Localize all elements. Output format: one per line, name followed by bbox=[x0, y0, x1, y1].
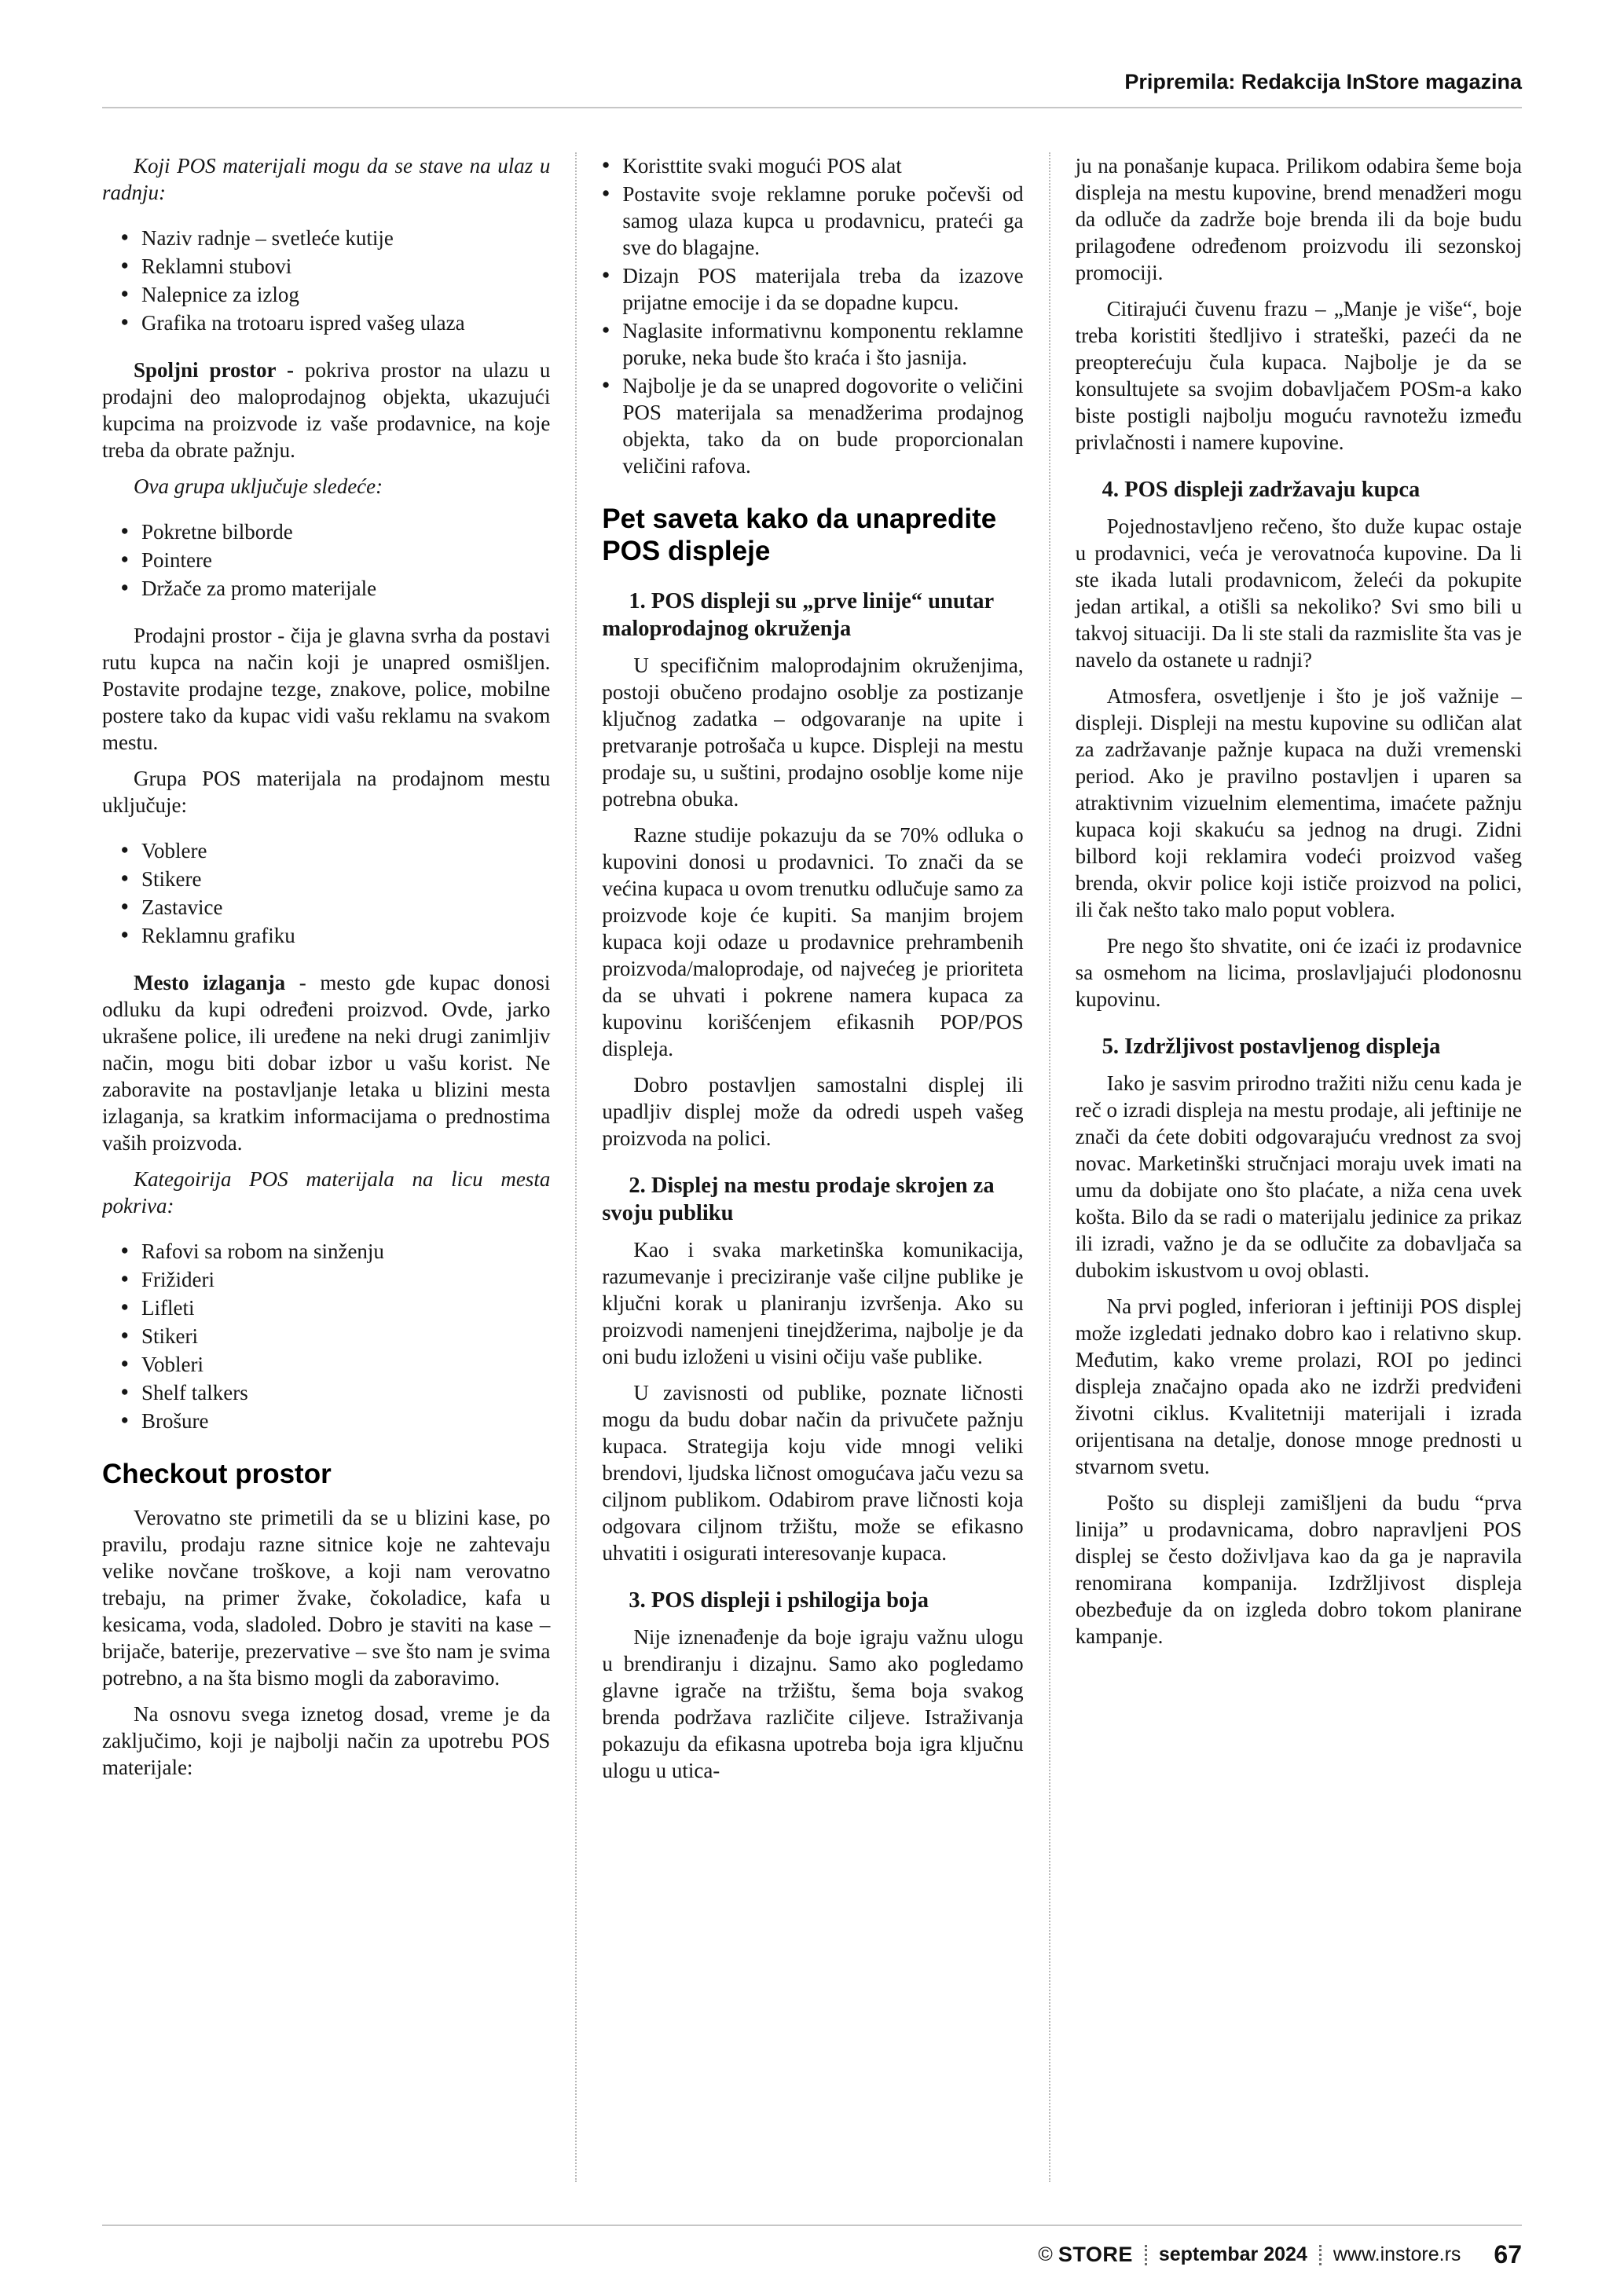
paragraph: Na osnovu svega iznetog dosad, vreme je da zaključimo, koji je najbolji način za upotrebu POS materijale: bbox=[102, 1702, 551, 1779]
bullet-icon: • bbox=[121, 1352, 129, 1375]
bullet-item bbox=[602, 262, 1023, 316]
paragraph: Prodajni prostor - čija je glavna svrha da postavi rutu kupca na način koji je unapred osmišljen. Postavite prodajne tezge, znakove, police, mobilne postere tako da kupac vidi vašu reklamu na svakom mestu. bbox=[102, 624, 551, 754]
bullet-item bbox=[121, 1323, 550, 1349]
bullet-item bbox=[121, 1408, 550, 1434]
bullet-text: Reklamni stubovi bbox=[141, 255, 292, 278]
bullet-item bbox=[121, 1379, 550, 1406]
bullet-text: Vobleri bbox=[141, 1353, 203, 1376]
paragraph: Razne studije pokazuju da se 70% odluka o kupovini donosi u prodavnici. To znači da se većina kupaca u ovom trenutku odlučuje samo za proizvode koje će kupiti. Sa manjim brojem kupaca koji odaze u prodavnice prehrambenih proizvoda/maloprodaje, od najvećeg je prioriteta da se uhvati i pokrene namera kupaca za kupovinu korišćenjem efikasnih POP/POS displeja. bbox=[602, 823, 1024, 1060]
paragraph: Spoljni prostor - pokriva prostor na ulazu u prodajni deo maloprodajnog objekta, ukazujući kupcima na proizvode iz vaše prodavnice, na koje treba da obrate pažnju. bbox=[102, 358, 551, 462]
bullet-item bbox=[121, 894, 550, 921]
paragraph: Iako je sasvim prirodno tražiti nižu cenu kada je reč o izradi displeja na mestu prodaje, ali jeftinije ne znači da ćete dobiti odgovarajuću vrednost za svoj novac. Marketinški stručnjaci moraju uvek imati na umu da dobijate ono što plaćate, a niža cena uvek košta. Bilo da se radi o materijalu jedinice za prikaz ili izradi, važno je da se odlučite za dobavljača sa dubokim iskustvom u ovoj oblasti. bbox=[1075, 1071, 1522, 1282]
paragraph: ju na ponašanje kupaca. Prilikom odabira šeme boja displeja na mestu kupovine, brend menadžeri mogu da odluče da zadrže boje brenda ili da boje budu prilagođene određenom proizvodu ili sezonskoj promociji. bbox=[1075, 154, 1522, 284]
bullet-list bbox=[102, 1238, 550, 1434]
credit-line: Pripremila: Redakcija InStore magazina bbox=[1124, 70, 1522, 93]
bullet-item bbox=[121, 547, 550, 573]
numbered-subheading: 3. POS displeji i pshilogija boja bbox=[629, 1588, 929, 1613]
intro-paragraph: Ova grupa uključuje sledeće: bbox=[134, 474, 383, 498]
bullet-item bbox=[121, 225, 550, 251]
footer-separator-icon bbox=[1145, 2245, 1147, 2265]
section-heading: Checkout prostor bbox=[102, 1459, 332, 1489]
bullet-icon: • bbox=[121, 254, 129, 277]
paragraph: Pre nego što shvatite, oni će izaći iz prodavnice sa osmehom na licima, proslavljajući plodonosnu kupovinu. bbox=[1075, 934, 1522, 1011]
paragraph-lead: Spoljni prostor - bbox=[134, 358, 305, 382]
bullet-text: Lifleti bbox=[141, 1296, 195, 1320]
bullet-text: Stikeri bbox=[141, 1324, 198, 1348]
numbered-subheading: 4. POS displeji zadržavaju kupca bbox=[1102, 478, 1421, 502]
bullet-text: Koristtite svaki mogući POS alat bbox=[622, 154, 902, 178]
bullet-text: Naglasite informativnu komponentu reklamne poruke, neka bude što kraća i što jasnija. bbox=[622, 319, 1024, 369]
paragraph: Na prvi pogled, inferioran i jeftiniji POS displej može izgledati jednako dobro kao i relativno skup. Međutim, kako vreme prolazi, ROI po jedinci displeja značajno opada ako ne izdrži predviđeni životni ciklus. Kvalitetniji materijali i izrada orijentisana na detalje, donose mnoge prednosti u stvarnom svetu. bbox=[1075, 1294, 1522, 1478]
bullet-icon: • bbox=[602, 318, 610, 342]
footer-issue-date: septembar 2024 bbox=[1158, 2243, 1307, 2265]
paragraph: Nije iznenađenje da boje igraju važnu ulogu u brendiranju i dizajnu. Samo ako pogledamo glavne igrače na tržištu, šema boja svakog brenda podržava različite ciljeve. Istraživanja pokazuju da efikasna upotreba boja igra ključnu ulogu u utica- bbox=[602, 1625, 1024, 1782]
bullet-text: Držače za promo materijale bbox=[141, 577, 377, 600]
bullet-text: Zastavice bbox=[141, 895, 223, 919]
bullet-item bbox=[602, 317, 1023, 371]
bullet-text: Frižideri bbox=[141, 1268, 214, 1291]
bullet-text: Rafovi sa robom na sinženju bbox=[141, 1240, 384, 1263]
paragraph: Pošto su displeji zamišljeni da budu “prva linija” u prodavnicama, dobro napravljeni POS displej se često doživljava kao da ga je napravila renomirana kompanija. Izdržljivost displeja obezbeđuje da on izgleda dobro tokom planirane kampanje. bbox=[1075, 1491, 1522, 1648]
bullet-icon: • bbox=[121, 576, 129, 599]
bullet-text: Pokretne bilborde bbox=[141, 520, 293, 544]
page-number: 67 bbox=[1494, 2240, 1522, 2269]
bullet-item bbox=[602, 181, 1023, 261]
bullet-icon: • bbox=[121, 895, 129, 918]
bullet-text: Voblere bbox=[141, 839, 207, 862]
bullet-icon: • bbox=[602, 153, 610, 177]
page-footer bbox=[102, 2225, 1522, 2269]
bullet-icon: • bbox=[121, 282, 129, 306]
bullet-item bbox=[121, 575, 550, 602]
bullet-item bbox=[121, 1351, 550, 1378]
intro-paragraph: Koji POS materijali mogu da se stave na ulaz u radnju: bbox=[102, 154, 551, 204]
bullet-item bbox=[121, 253, 550, 280]
bullet-icon: • bbox=[121, 923, 129, 947]
bullet-text: Stikere bbox=[141, 867, 202, 891]
paragraph: Dobro postavljen samostalni displej ili upadljiv displej može da odredi uspeh vašeg proizvoda na polici. bbox=[602, 1073, 1024, 1150]
paragraph: Mesto izlaganja - mesto gde kupac donosi odluku da kupi određeni proizvod. Ovde, jarko ukrašene police, ili uređene na neki drugi zanimljiv način, mogu biti dobar izbor u vašu korist. Ne zaboravite na postavljanje letaka u blizini mesta izlaganja, sa kratkim informacijama o prednostima vaših proizvoda. bbox=[102, 971, 551, 1155]
bullet-item bbox=[121, 837, 550, 864]
page-header bbox=[102, 55, 1522, 94]
bullet-text: Postavite svoje reklamne poruke počevši od samog ulaza kupca u prodavnicu, prateći ga sve do blagajne. bbox=[622, 182, 1024, 259]
bullet-text: Pointere bbox=[141, 548, 212, 572]
section-heading: Pet saveta kako da unapredite POS displeje bbox=[602, 504, 997, 566]
paragraph: Grupa POS materijala na prodajnom mestu uključuje: bbox=[102, 767, 551, 817]
column-1 bbox=[102, 152, 575, 2182]
bullet-text: Grafika na trotoaru ispred vašeg ulaza bbox=[141, 311, 465, 335]
bullet-list bbox=[102, 225, 550, 336]
footer-website: www.instore.rs bbox=[1333, 2243, 1461, 2265]
paragraph: Verovatno ste primetili da se u blizini kase, po pravilu, prodaju razne sitnice koje ne zahtevaju velike novčane troškove, a koji nam verovatno trebaju, na primer žvake, čokoladice, kafa u kesicama, voda, sladoled. Dobro je staviti na kase – brijače, baterije, prezervative – sve što nam je svima potrebno, a na šta bismo mogli da zaboravimo. bbox=[102, 1506, 551, 1690]
bullet-icon: • bbox=[602, 263, 610, 287]
bullet-text: Reklamnu grafiku bbox=[141, 924, 295, 947]
bullet-icon: • bbox=[121, 519, 129, 543]
bullet-text: Brošure bbox=[141, 1409, 209, 1433]
bullet-icon: • bbox=[121, 1239, 129, 1262]
paragraph: Pojednostavljeno rečeno, što duže kupac ostaje u prodavnici, veća je verovatnoća kupovine. Da li ste ikada lutali prodavnicom, želeći da pokupite jedan artikal, a otišli sa nekoliko? Svi smo bili u takvoj situaciji. Da li ste stali da razmislite šta vas je navelo da ostanete u radnji? bbox=[1075, 514, 1522, 672]
bullet-text: Naziv radnje – svetleće kutije bbox=[141, 226, 394, 250]
paragraph: Citirajući čuvenu frazu – „Manje je više“, boje treba koristiti štedljivo i strateški, pazeći da ne preopterećuju čula kupaca. Najbolje je da se konsultujete sa svojim dobavljačem POSm-a kako biste postigli najbolju moguću ravnotežu između privlačnosti i namere kupovine. bbox=[1075, 297, 1522, 454]
paragraph: Atmosfera, osvetljenje i što je još važnije – displeji. Displeji na mestu kupovine su odličan alat za zadržavanje pažnje kupaca na duži vremenski period. Ako je pravilno postavljen i uparen sa atraktivnim vizuelnim elementima, imaćete pažnju kupaca koji skakuću sa jednog na drugi. Zidni bilbord koji reklamira vodeći proizvod vašeg brenda, okvir police koji ističe proizvod na polici, ili čak nešto tako malo poput voblera. bbox=[1075, 684, 1522, 921]
bullet-item bbox=[121, 1266, 550, 1293]
bullet-list bbox=[102, 837, 550, 949]
bullet-text: Nalepnice za izlog bbox=[141, 283, 299, 306]
bullet-item bbox=[602, 152, 1023, 179]
paragraph: U zavisnosti od publike, poznate ličnosti mogu da budu dobar način da privučete pažnju kupaca. Strategija koju vide mnogi veliki brendovi, ljudska ličnost omogućava jaču vezu sa ciljnom publikom. Odabirom prave ličnosti koja odgovara ciljnom tržištu, može se efikasno uhvatiti i osigurati interesovanje kupaca. bbox=[602, 1381, 1024, 1565]
bullet-icon: • bbox=[121, 838, 129, 862]
bullet-item bbox=[121, 518, 550, 545]
bullet-icon: • bbox=[602, 181, 610, 205]
footer-separator-icon bbox=[1319, 2245, 1322, 2265]
footer-brand: STORE bbox=[1058, 2243, 1133, 2266]
bullet-text: Najbolje je da se unapred dogovorite o veličini POS materijala sa menadžerima prodajnog objekta, tako da on bude proporcionalan veličini rafova. bbox=[622, 374, 1024, 478]
column-2 bbox=[575, 152, 1048, 2182]
instore-logo-icon: © bbox=[1038, 2243, 1053, 2265]
paragraph-lead: Mesto izlaganja bbox=[134, 971, 286, 994]
bullet-icon: • bbox=[602, 373, 610, 397]
bullet-icon: • bbox=[121, 1408, 129, 1432]
bullet-item bbox=[121, 309, 550, 336]
bullet-list bbox=[102, 518, 550, 602]
paragraph: U specifičnim maloprodajnim okruženjima, postoji obučeno prodajno osoblje za postizanje ključnog zadatka – odgovaranje na upite i pretvaranje potrošača u kupce. Displeji na mestu prodaje su, u suštini, prodajno osoblje kome nije potrebna obuka. bbox=[602, 654, 1024, 811]
bullet-icon: • bbox=[121, 547, 129, 571]
bullet-item bbox=[602, 372, 1023, 479]
bullet-item bbox=[121, 1294, 550, 1321]
bullet-item bbox=[121, 866, 550, 892]
article-columns bbox=[102, 152, 1522, 2182]
numbered-subheading: 2. Displej na mestu prodaje skrojen za svoju publiku bbox=[602, 1174, 995, 1225]
bullet-item bbox=[121, 1238, 550, 1265]
bullet-icon: • bbox=[121, 1324, 129, 1347]
bullet-list bbox=[602, 152, 1023, 479]
bullet-icon: • bbox=[121, 1267, 129, 1291]
bullet-icon: • bbox=[121, 1295, 129, 1319]
intro-paragraph: Kategoirija POS materijala na licu mesta pokriva: bbox=[102, 1167, 551, 1218]
numbered-subheading: 5. Izdržljivost postavljenog displeja bbox=[1102, 1034, 1441, 1059]
bullet-icon: • bbox=[121, 866, 129, 890]
paragraph: Kao i svaka marketinška komunikacija, razumevanje i preciziranje vaše ciljne publike je ključni korak u planiranju izvršenja. Ako su proizvodi namenjeni tinejdžerima, najbolje je da oni budu izloženi u visini očiju vaše publike. bbox=[602, 1238, 1024, 1368]
bullet-text: Dizajn POS materijala treba da izazove prijatne emocije i da se dopadne kupcu. bbox=[622, 264, 1024, 314]
header-rule bbox=[102, 107, 1522, 108]
bullet-icon: • bbox=[121, 225, 129, 249]
bullet-text: Shelf talkers bbox=[141, 1381, 248, 1404]
bullet-item bbox=[121, 281, 550, 308]
bullet-icon: • bbox=[121, 1380, 129, 1404]
bullet-icon: • bbox=[121, 310, 129, 334]
column-3 bbox=[1049, 152, 1522, 2182]
numbered-subheading: 1. POS displeji su „prve linije“ unutar maloprodajnog okruženja bbox=[602, 589, 994, 641]
bullet-item bbox=[121, 922, 550, 949]
